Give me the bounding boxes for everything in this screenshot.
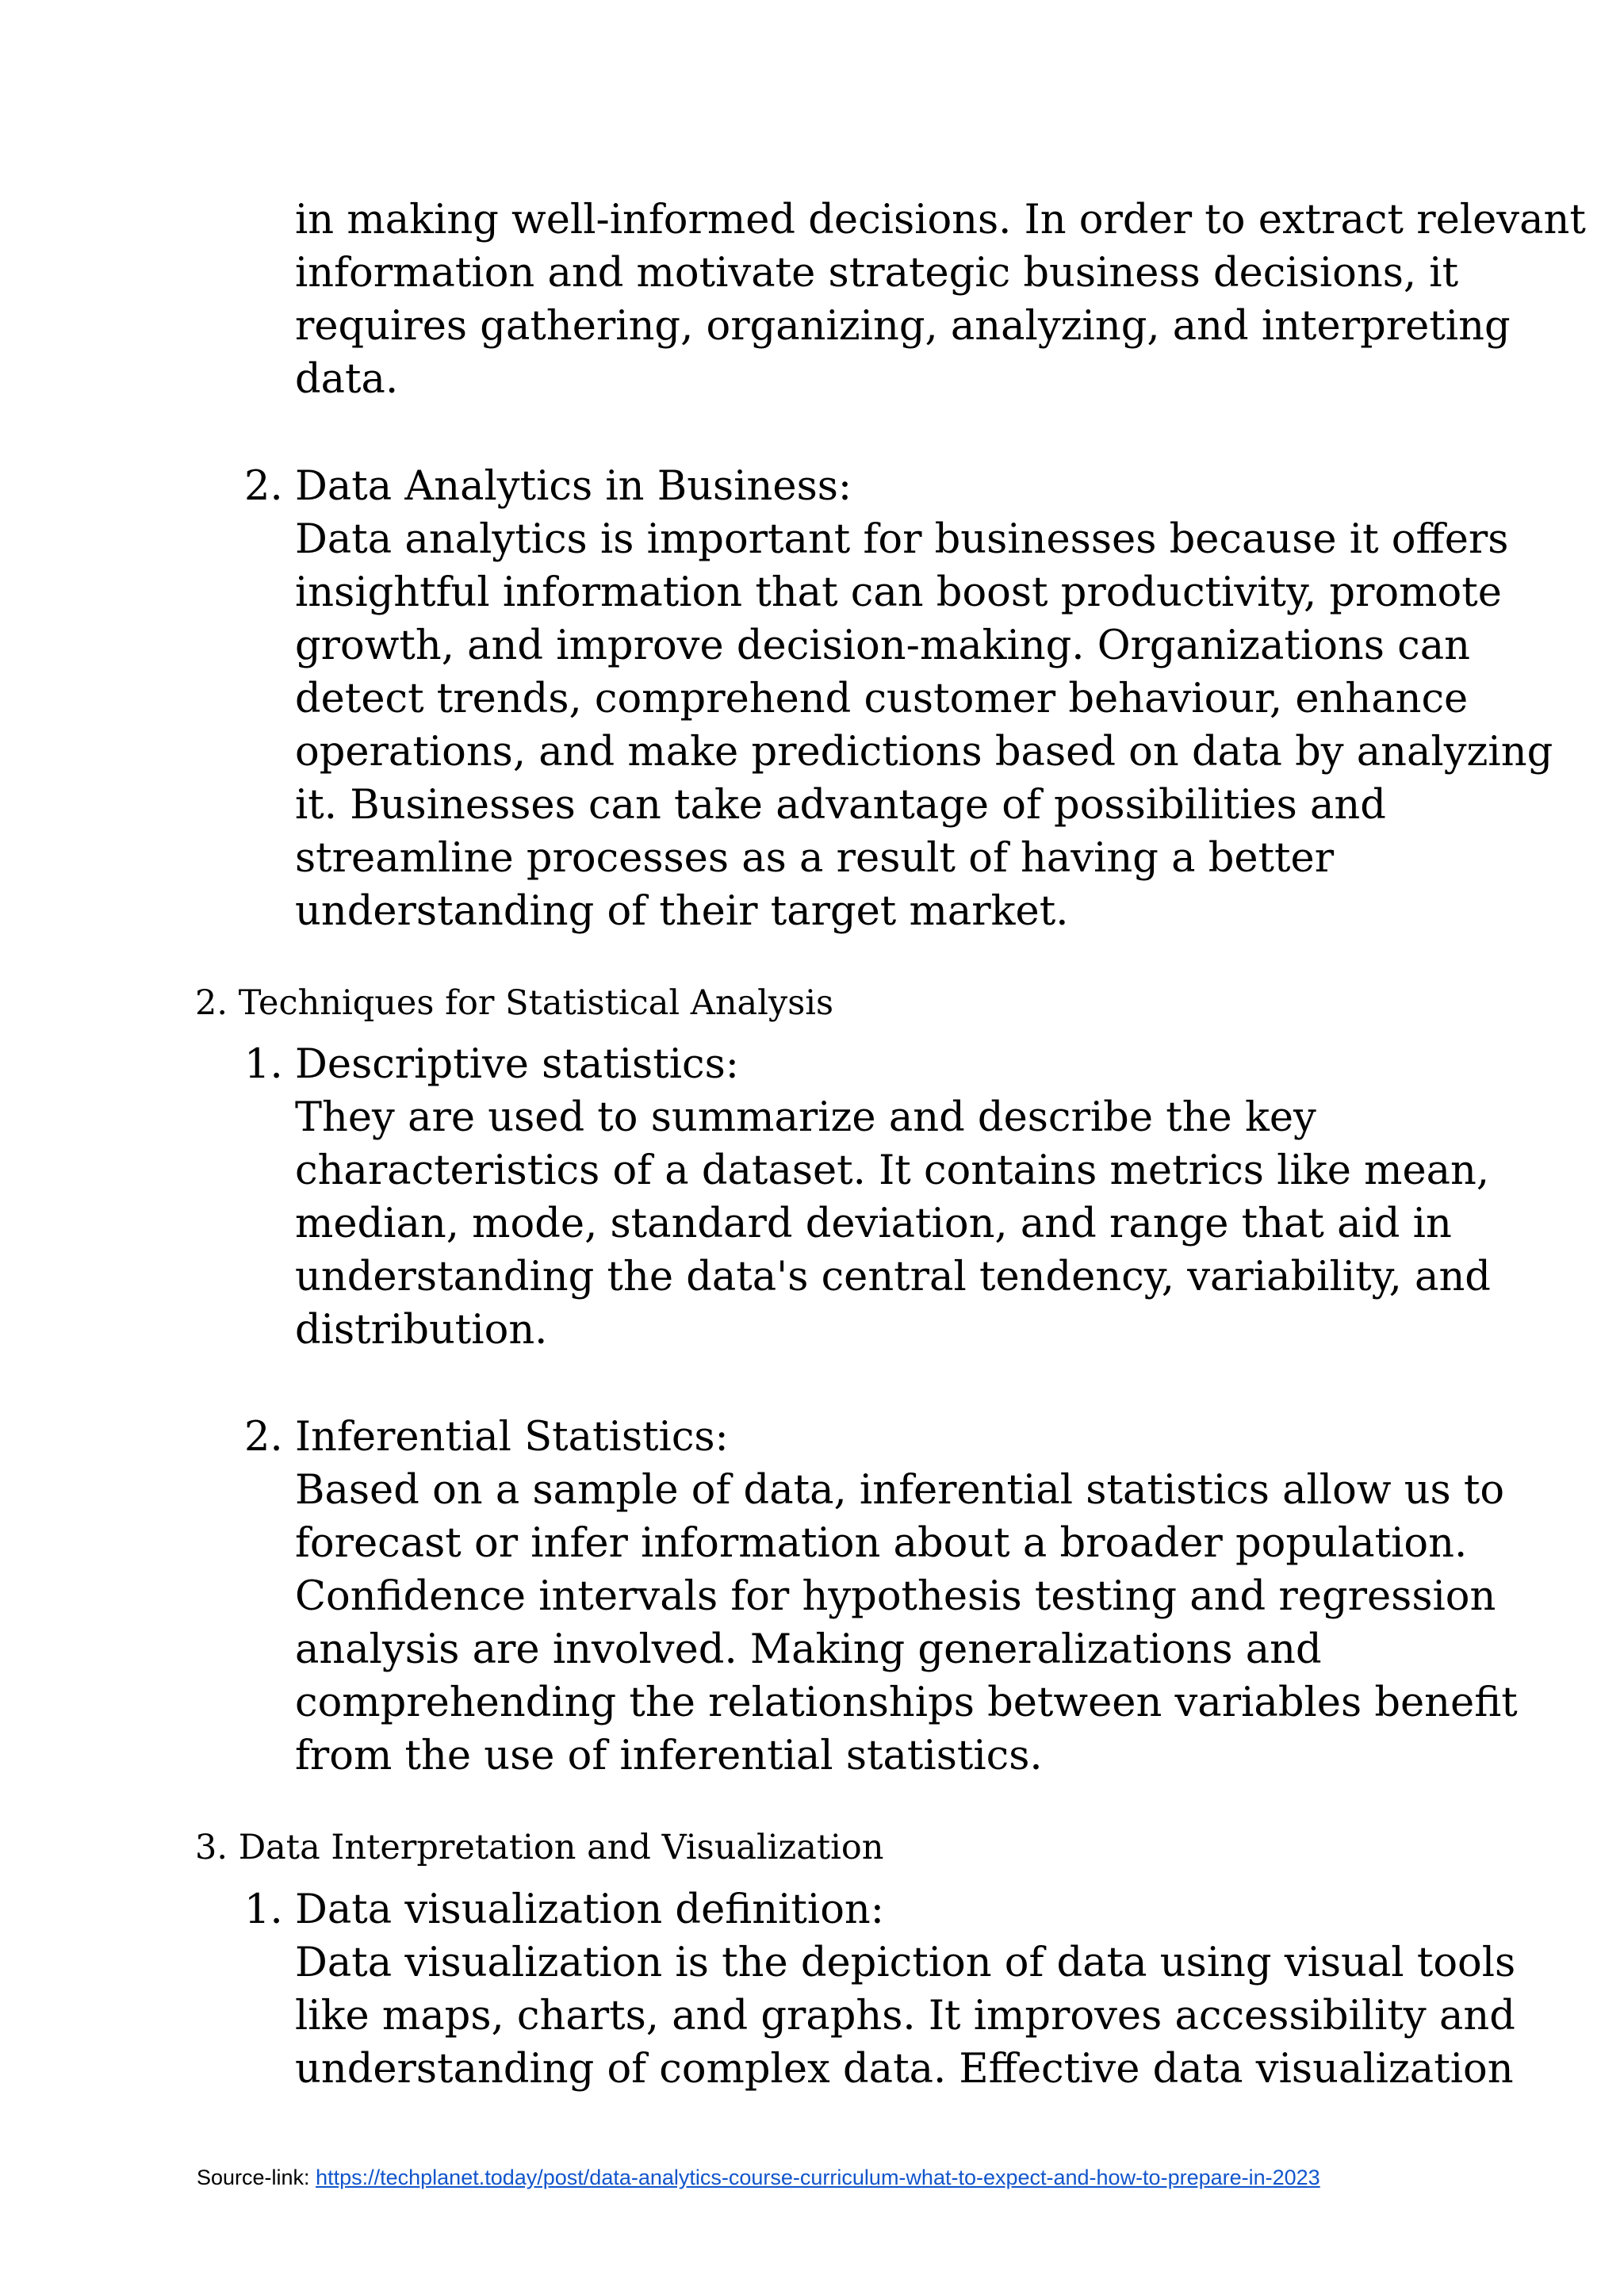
- list-item-title: Data visualization definition:: [295, 1886, 884, 1933]
- paragraph-line: Confidence intervals for hypothesis testing and regression: [295, 1573, 1496, 1620]
- paragraph-line: understanding of their target market.: [295, 888, 1069, 935]
- list-item-inferential-statistics: [295, 1411, 1518, 1783]
- paragraph-line: forecast or infer information about a broader population.: [295, 1520, 1468, 1567]
- paragraph-line: Based on a sample of data, inferential statistics allow us to: [295, 1467, 1505, 1514]
- paragraph-line: Data analytics is important for businesses because it offers: [295, 516, 1509, 563]
- list-item-data-visualization-definition: [295, 1883, 1516, 2096]
- paragraph-line: Data visualization is the depiction of data using visual tools: [295, 1940, 1516, 1986]
- paragraph-line: it. Businesses can take advantage of possibilities and: [295, 782, 1386, 829]
- paragraph-line: from the use of inferential statistics.: [295, 1733, 1043, 1779]
- list-number: 2.: [244, 1414, 283, 1461]
- section-heading: 2. Techniques for Statistical Analysis: [195, 983, 834, 1023]
- paragraph-line: distribution.: [295, 1307, 548, 1354]
- list-number: 1.: [244, 1886, 283, 1933]
- list-number: 2.: [244, 463, 283, 510]
- paragraph-line: comprehending the relationships between variables benefit: [295, 1679, 1518, 1726]
- list-item-descriptive-statistics: [295, 1038, 1491, 1357]
- intro-line: information and motivate strategic business decisions, it: [295, 250, 1459, 297]
- paragraph-line: growth, and improve decision-making. Organizations can: [295, 622, 1470, 669]
- paragraph-line: analysis are involved. Making generalizations and: [295, 1626, 1322, 1673]
- list-number: 1.: [244, 1041, 283, 1088]
- intro-paragraph: [295, 193, 1586, 406]
- intro-line: in making well-informed decisions. In order to extract relevant: [295, 197, 1586, 243]
- intro-line: requires gathering, organizing, analyzing, and interpreting: [295, 303, 1511, 350]
- source-footer: [197, 2163, 1320, 2192]
- section-heading: 3. Data Interpretation and Visualization: [195, 1828, 884, 1867]
- list-item-title: Data Analytics in Business:: [295, 463, 852, 510]
- paragraph-line: They are used to summarize and describe the key: [295, 1094, 1316, 1141]
- paragraph-line: operations, and make predictions based on data by analyzing: [295, 729, 1553, 776]
- paragraph-line: understanding the data's central tendency, variability, and: [295, 1254, 1491, 1300]
- paragraph-line: detect trends, comprehend customer behaviour, enhance: [295, 676, 1469, 722]
- source-link[interactable]: https://techplanet.today/post/data-analytics-course-curriculum-what-to-expect-and-how-to-prepare-in-2023: [316, 2166, 1320, 2189]
- list-item-title: Descriptive statistics:: [295, 1041, 739, 1088]
- list-item-title: Inferential Statistics:: [295, 1414, 729, 1461]
- source-label: Source-link:: [197, 2166, 310, 2189]
- paragraph-line: like maps, charts, and graphs. It improves accessibility and: [295, 1993, 1515, 2039]
- paragraph-line: median, mode, standard deviation, and range that aid in: [295, 1201, 1452, 1247]
- list-item-data-analytics-in-business: [295, 460, 1553, 938]
- paragraph-line: understanding of complex data. Effective data visualization: [295, 2046, 1514, 2093]
- intro-line: data.: [295, 356, 399, 403]
- paragraph-line: insightful information that can boost productivity, promote: [295, 569, 1502, 616]
- paragraph-line: characteristics of a dataset. It contains metrics like mean,: [295, 1147, 1490, 1194]
- paragraph-line: streamline processes as a result of having a better: [295, 835, 1335, 882]
